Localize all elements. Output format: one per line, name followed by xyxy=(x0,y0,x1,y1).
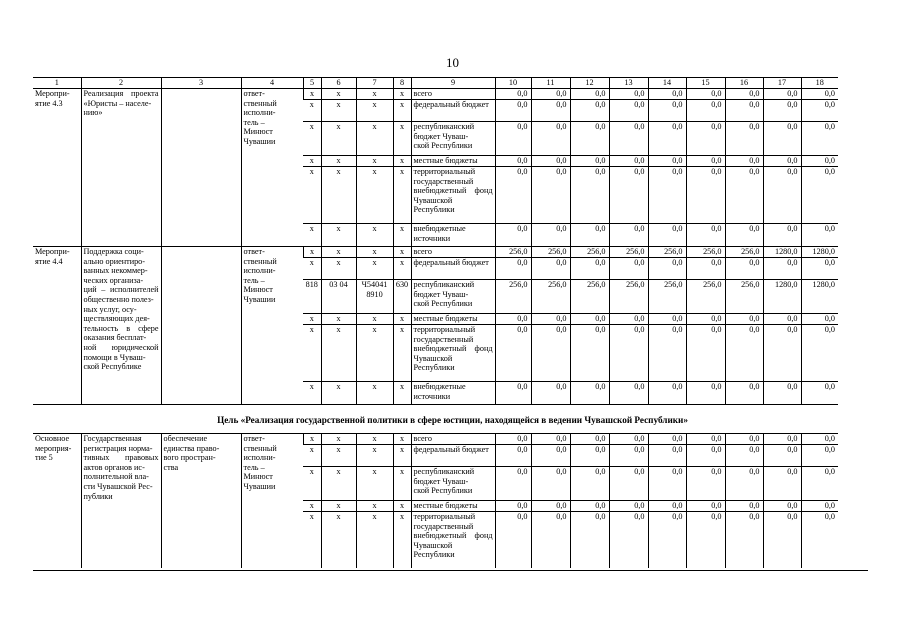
amount-cell: 0,0 xyxy=(725,167,763,224)
amount-cell: 0,0 xyxy=(570,434,609,445)
budget-code-c6: х xyxy=(321,434,356,445)
amount-cell: 0,0 xyxy=(609,100,648,122)
budget-code-c7: х xyxy=(356,445,393,467)
amount-cell: 0,0 xyxy=(686,445,725,467)
amount-cell: 0,0 xyxy=(686,434,725,445)
amount-cell: 0,0 xyxy=(495,89,531,100)
amount-cell: 0,0 xyxy=(570,224,609,247)
responsible-executor-cell: ответ- ственный исполни- тель – Минюст Чувашии xyxy=(241,247,303,405)
column-number: 6 xyxy=(321,78,356,89)
amount-cell: 256,0 xyxy=(495,247,531,258)
column-number: 18 xyxy=(801,78,838,89)
amount-cell: 0,0 xyxy=(531,512,570,568)
budget-code-c6: х xyxy=(321,89,356,100)
amount-cell: 0,0 xyxy=(725,325,763,382)
amount-cell: 256,0 xyxy=(686,280,725,314)
amount-cell: 0,0 xyxy=(531,501,570,512)
amount-cell: 0,0 xyxy=(686,314,725,325)
amount-cell: 0,0 xyxy=(763,501,801,512)
column-number: 9 xyxy=(411,78,495,89)
budget-code-c5: х xyxy=(303,501,321,512)
budget-code-c5: х xyxy=(303,325,321,382)
amount-cell: 1280,0 xyxy=(763,280,801,314)
goal-title: Цель «Реализация государственной политики в сфере юстиции, находящейся в ведении Чувашской Республики» xyxy=(217,415,688,425)
funding-source-cell: республиканский бюджет Чуваш- ской Республики xyxy=(411,122,495,156)
budget-code-c5: х xyxy=(303,156,321,167)
amount-cell: 0,0 xyxy=(725,224,763,247)
column-number: 17 xyxy=(763,78,801,89)
amount-cell: 0,0 xyxy=(686,100,725,122)
budget-code-c6: 03 04 xyxy=(321,280,356,314)
amount-cell: 0,0 xyxy=(686,382,725,405)
funding-source-cell: внебюджетные источники xyxy=(411,224,495,247)
funding-source-cell: территориальный государственный внебюджетный фонд Чувашской Республики xyxy=(411,512,495,568)
funding-source-cell: республиканский бюджет Чуваш- ской Республики xyxy=(411,467,495,501)
budget-code-c6: х xyxy=(321,224,356,247)
amount-cell: 0,0 xyxy=(531,89,570,100)
amount-cell: 0,0 xyxy=(725,512,763,568)
amount-cell: 0,0 xyxy=(648,501,686,512)
amount-cell: 1280,0 xyxy=(801,280,838,314)
budget-code-c5: х xyxy=(303,314,321,325)
amount-cell: 0,0 xyxy=(531,156,570,167)
amount-cell: 0,0 xyxy=(763,325,801,382)
budget-code-c7: х xyxy=(356,156,393,167)
amount-cell: 0,0 xyxy=(609,434,648,445)
amount-cell: 0,0 xyxy=(763,156,801,167)
column-number: 16 xyxy=(725,78,763,89)
column-number: 4 xyxy=(241,78,303,89)
measure-code-cell: Меропри- ятие 4.4 xyxy=(33,247,81,405)
amount-cell: 0,0 xyxy=(725,258,763,280)
amount-cell: 0,0 xyxy=(495,100,531,122)
amount-cell: 0,0 xyxy=(609,122,648,156)
amount-cell: 0,0 xyxy=(725,501,763,512)
amount-cell: 0,0 xyxy=(801,445,838,467)
budget-code-c5: х xyxy=(303,258,321,280)
budget-code-c5: х xyxy=(303,467,321,501)
amount-cell: 0,0 xyxy=(609,382,648,405)
funding-source-cell: местные бюджеты xyxy=(411,314,495,325)
amount-cell: 0,0 xyxy=(648,314,686,325)
budget-code-c7: х xyxy=(356,501,393,512)
budget-code-c8: х xyxy=(393,258,411,280)
funding-source-cell: территориальный государственный внебюджетный фонд Чувашской Республики xyxy=(411,167,495,224)
budget-code-c5: х xyxy=(303,382,321,405)
budget-code-c8: х xyxy=(393,314,411,325)
amount-cell: 0,0 xyxy=(725,382,763,405)
budget-code-c6: х xyxy=(321,156,356,167)
budget-code-c8: х xyxy=(393,467,411,501)
page-number: 10 xyxy=(446,55,459,70)
budget-code-c6: х xyxy=(321,258,356,280)
amount-cell: 0,0 xyxy=(763,434,801,445)
amount-cell: 0,0 xyxy=(686,122,725,156)
amount-cell: 0,0 xyxy=(686,258,725,280)
column-number: 5 xyxy=(303,78,321,89)
amount-cell: 0,0 xyxy=(763,382,801,405)
amount-cell: 0,0 xyxy=(531,434,570,445)
amount-cell: 0,0 xyxy=(531,325,570,382)
measure-name-cell: Поддержка соци- ально ориентиро- ванных некоммер- ческих организа- ций – исполнителей общественно полез- ных услуг, осу- ществляющих дея- тельность в сфере оказания бесплат- ной юридической помощи в Чуваш- ской Республике xyxy=(81,247,161,405)
amount-cell: 0,0 xyxy=(648,434,686,445)
budget-code-c6: х xyxy=(321,247,356,258)
budget-code-c8: х xyxy=(393,224,411,247)
amount-cell: 0,0 xyxy=(763,89,801,100)
amount-cell: 0,0 xyxy=(609,314,648,325)
amount-cell: 0,0 xyxy=(801,156,838,167)
amount-cell: 0,0 xyxy=(570,382,609,405)
budget-code-c5: х xyxy=(303,434,321,445)
amount-cell: 0,0 xyxy=(570,325,609,382)
measure-goal-cell xyxy=(161,247,241,405)
column-number-header xyxy=(33,78,838,89)
amount-cell: 0,0 xyxy=(763,167,801,224)
amount-cell: 0,0 xyxy=(495,122,531,156)
amount-cell: 0,0 xyxy=(648,325,686,382)
amount-cell: 0,0 xyxy=(725,89,763,100)
budget-code-c8: х xyxy=(393,167,411,224)
amount-cell: 0,0 xyxy=(801,89,838,100)
budget-code-c8: х xyxy=(393,445,411,467)
amount-cell: 0,0 xyxy=(648,122,686,156)
amount-cell: 0,0 xyxy=(801,434,838,445)
budget-code-c6: х xyxy=(321,167,356,224)
amount-cell: 256,0 xyxy=(570,247,609,258)
amount-cell: 256,0 xyxy=(725,280,763,314)
budget-code-c7: х xyxy=(356,512,393,568)
amount-cell: 0,0 xyxy=(725,434,763,445)
budget-code-c7: х xyxy=(356,258,393,280)
amount-cell: 0,0 xyxy=(570,467,609,501)
budget-code-c6: х xyxy=(321,467,356,501)
column-number: 13 xyxy=(609,78,648,89)
amount-cell: 0,0 xyxy=(570,156,609,167)
amount-cell: 0,0 xyxy=(609,167,648,224)
amount-cell: 0,0 xyxy=(801,224,838,247)
program-table-bottom xyxy=(33,433,838,568)
budget-code-c7: х xyxy=(356,247,393,258)
column-number: 7 xyxy=(356,78,393,89)
amount-cell: 0,0 xyxy=(495,314,531,325)
responsible-executor-cell: ответ- ственный исполни- тель – Минюст Чувашии xyxy=(241,434,303,568)
budget-code-c8: х xyxy=(393,247,411,258)
amount-cell: 0,0 xyxy=(609,467,648,501)
amount-cell: 0,0 xyxy=(725,156,763,167)
funding-source-cell: всего xyxy=(411,89,495,100)
budget-code-c8: 630 xyxy=(393,280,411,314)
budget-code-c7: Ч54041 8910 xyxy=(356,280,393,314)
budget-code-c8: х xyxy=(393,325,411,382)
budget-code-c5: х xyxy=(303,512,321,568)
amount-cell: 0,0 xyxy=(570,445,609,467)
amount-cell: 0,0 xyxy=(609,224,648,247)
amount-cell: 256,0 xyxy=(725,247,763,258)
amount-cell: 256,0 xyxy=(570,280,609,314)
column-number: 12 xyxy=(570,78,609,89)
amount-cell: 0,0 xyxy=(686,167,725,224)
amount-cell: 0,0 xyxy=(763,100,801,122)
amount-cell: 0,0 xyxy=(495,512,531,568)
amount-cell: 0,0 xyxy=(801,512,838,568)
budget-code-c8: х xyxy=(393,382,411,405)
amount-cell: 0,0 xyxy=(648,89,686,100)
amount-cell: 0,0 xyxy=(725,445,763,467)
budget-code-c8: х xyxy=(393,512,411,568)
amount-cell: 0,0 xyxy=(609,512,648,568)
amount-cell: 0,0 xyxy=(725,467,763,501)
amount-cell: 0,0 xyxy=(531,467,570,501)
amount-cell: 0,0 xyxy=(531,100,570,122)
amount-cell: 0,0 xyxy=(609,156,648,167)
amount-cell: 256,0 xyxy=(648,280,686,314)
amount-cell: 0,0 xyxy=(531,122,570,156)
column-number: 8 xyxy=(393,78,411,89)
amount-cell: 0,0 xyxy=(686,325,725,382)
amount-cell: 0,0 xyxy=(801,314,838,325)
amount-cell: 0,0 xyxy=(570,501,609,512)
measure-goal-cell: обеспечение единства право- вого простран- ства xyxy=(161,434,241,568)
measure-code-cell: Основное мероприя- тие 5 xyxy=(33,434,81,568)
table-row xyxy=(33,89,838,100)
amount-cell: 0,0 xyxy=(686,224,725,247)
amount-cell: 0,0 xyxy=(495,258,531,280)
amount-cell: 0,0 xyxy=(648,445,686,467)
budget-code-c6: х xyxy=(321,382,356,405)
amount-cell: 0,0 xyxy=(570,314,609,325)
amount-cell: 256,0 xyxy=(609,280,648,314)
amount-cell: 0,0 xyxy=(495,445,531,467)
budget-code-c7: х xyxy=(356,314,393,325)
budget-code-c7: х xyxy=(356,122,393,156)
amount-cell: 0,0 xyxy=(648,100,686,122)
budget-code-c6: х xyxy=(321,100,356,122)
amount-cell: 0,0 xyxy=(531,314,570,325)
amount-cell: 0,0 xyxy=(609,325,648,382)
funding-source-cell: внебюджетные источники xyxy=(411,382,495,405)
amount-cell: 0,0 xyxy=(570,122,609,156)
column-number: 11 xyxy=(531,78,570,89)
budget-code-c5: х xyxy=(303,167,321,224)
budget-code-c7: х xyxy=(356,100,393,122)
budget-code-c8: х xyxy=(393,434,411,445)
budget-code-c5: х xyxy=(303,100,321,122)
budget-code-c8: х xyxy=(393,89,411,100)
amount-cell: 0,0 xyxy=(495,501,531,512)
amount-cell: 256,0 xyxy=(609,247,648,258)
amount-cell: 0,0 xyxy=(763,258,801,280)
amount-cell: 0,0 xyxy=(648,224,686,247)
amount-cell: 0,0 xyxy=(725,122,763,156)
amount-cell: 0,0 xyxy=(570,167,609,224)
amount-cell: 0,0 xyxy=(495,156,531,167)
budget-code-c5: х xyxy=(303,89,321,100)
column-number: 10 xyxy=(495,78,531,89)
amount-cell: 0,0 xyxy=(495,167,531,224)
amount-cell: 0,0 xyxy=(801,258,838,280)
amount-cell: 0,0 xyxy=(686,89,725,100)
amount-cell: 0,0 xyxy=(763,445,801,467)
budget-code-c6: х xyxy=(321,445,356,467)
amount-cell: 0,0 xyxy=(531,167,570,224)
amount-cell: 0,0 xyxy=(725,314,763,325)
amount-cell: 0,0 xyxy=(570,258,609,280)
amount-cell: 0,0 xyxy=(495,434,531,445)
amount-cell: 256,0 xyxy=(495,280,531,314)
amount-cell: 0,0 xyxy=(648,512,686,568)
amount-cell: 0,0 xyxy=(495,382,531,405)
amount-cell: 0,0 xyxy=(570,100,609,122)
budget-code-c7: х xyxy=(356,467,393,501)
measure-name-cell: Реализация проекта «Юристы – населе- нию» xyxy=(81,89,161,247)
amount-cell: 0,0 xyxy=(801,167,838,224)
budget-code-c7: х xyxy=(356,89,393,100)
amount-cell: 1280,0 xyxy=(763,247,801,258)
amount-cell: 0,0 xyxy=(801,467,838,501)
column-number: 15 xyxy=(686,78,725,89)
amount-cell: 0,0 xyxy=(495,325,531,382)
amount-cell: 0,0 xyxy=(801,325,838,382)
budget-code-c6: х xyxy=(321,325,356,382)
budget-code-c8: х xyxy=(393,501,411,512)
budget-code-c7: х xyxy=(356,382,393,405)
responsible-executor-cell: ответ- ственный исполни- тель – Минюст Чувашии xyxy=(241,89,303,247)
column-number: 3 xyxy=(161,78,241,89)
funding-source-cell: федеральный бюджет xyxy=(411,100,495,122)
amount-cell: 0,0 xyxy=(801,501,838,512)
funding-source-cell: территориальный государственный внебюджетный фонд Чувашской Республики xyxy=(411,325,495,382)
amount-cell: 256,0 xyxy=(531,280,570,314)
amount-cell: 256,0 xyxy=(531,247,570,258)
amount-cell: 0,0 xyxy=(648,156,686,167)
amount-cell: 0,0 xyxy=(801,122,838,156)
table-row xyxy=(33,434,838,445)
amount-cell: 0,0 xyxy=(609,445,648,467)
budget-code-c8: х xyxy=(393,100,411,122)
budget-code-c5: х xyxy=(303,445,321,467)
amount-cell: 0,0 xyxy=(609,89,648,100)
funding-source-cell: местные бюджеты xyxy=(411,156,495,167)
budget-code-c6: х xyxy=(321,501,356,512)
amount-cell: 0,0 xyxy=(801,382,838,405)
amount-cell: 0,0 xyxy=(648,382,686,405)
amount-cell: 0,0 xyxy=(648,258,686,280)
funding-source-cell: республиканский бюджет Чуваш- ской Республики xyxy=(411,280,495,314)
budget-code-c7: х xyxy=(356,325,393,382)
budget-code-c5: х xyxy=(303,224,321,247)
budget-code-c6: х xyxy=(321,314,356,325)
amount-cell: 0,0 xyxy=(763,467,801,501)
column-number: 2 xyxy=(81,78,161,89)
amount-cell: 0,0 xyxy=(495,467,531,501)
budget-code-c7: х xyxy=(356,224,393,247)
budget-code-c5: х xyxy=(303,247,321,258)
funding-source-cell: местные бюджеты xyxy=(411,501,495,512)
amount-cell: 256,0 xyxy=(686,247,725,258)
amount-cell: 0,0 xyxy=(763,512,801,568)
measure-name-cell: Государственная регистрация норма- тивных правовых актов органов ис- полнительной вла- сти Чувашской Рес- публики xyxy=(81,434,161,568)
budget-code-c8: х xyxy=(393,156,411,167)
amount-cell: 0,0 xyxy=(725,100,763,122)
amount-cell: 0,0 xyxy=(648,467,686,501)
amount-cell: 0,0 xyxy=(763,314,801,325)
amount-cell: 0,0 xyxy=(570,512,609,568)
funding-source-cell: всего xyxy=(411,434,495,445)
measure-goal-cell xyxy=(161,89,241,247)
amount-cell: 0,0 xyxy=(686,156,725,167)
amount-cell: 0,0 xyxy=(686,512,725,568)
amount-cell: 256,0 xyxy=(648,247,686,258)
amount-cell: 0,0 xyxy=(570,89,609,100)
budget-code-c5: 818 xyxy=(303,280,321,314)
amount-cell: 0,0 xyxy=(763,122,801,156)
budget-code-c6: х xyxy=(321,122,356,156)
amount-cell: 1280,0 xyxy=(801,247,838,258)
budget-code-c6: х xyxy=(321,512,356,568)
amount-cell: 0,0 xyxy=(609,501,648,512)
amount-cell: 0,0 xyxy=(801,100,838,122)
table-row xyxy=(33,247,838,258)
amount-cell: 0,0 xyxy=(763,224,801,247)
budget-code-c8: х xyxy=(393,122,411,156)
amount-cell: 0,0 xyxy=(531,382,570,405)
funding-source-cell: федеральный бюджет xyxy=(411,445,495,467)
amount-cell: 0,0 xyxy=(531,445,570,467)
amount-cell: 0,0 xyxy=(648,167,686,224)
budget-code-c5: х xyxy=(303,122,321,156)
budget-code-c7: х xyxy=(356,434,393,445)
measure-code-cell: Меропри- ятие 4.3 xyxy=(33,89,81,247)
table-bottom-rule xyxy=(33,570,868,571)
program-table-top xyxy=(33,77,838,405)
budget-code-c7: х xyxy=(356,167,393,224)
funding-source-cell: всего xyxy=(411,247,495,258)
amount-cell: 0,0 xyxy=(495,224,531,247)
column-number: 14 xyxy=(648,78,686,89)
funding-source-cell: федеральный бюджет xyxy=(411,258,495,280)
amount-cell: 0,0 xyxy=(686,467,725,501)
amount-cell: 0,0 xyxy=(609,258,648,280)
amount-cell: 0,0 xyxy=(531,224,570,247)
amount-cell: 0,0 xyxy=(686,501,725,512)
amount-cell: 0,0 xyxy=(531,258,570,280)
column-number: 1 xyxy=(33,78,81,89)
